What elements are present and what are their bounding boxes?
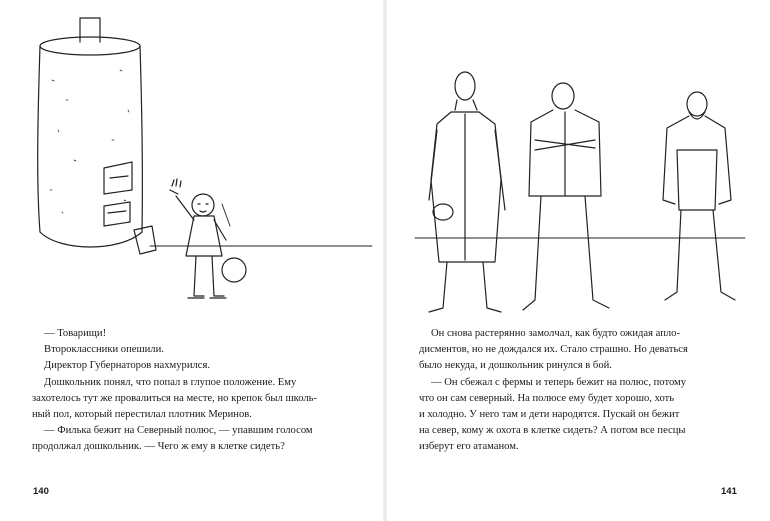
text-line: на север, кому ж охота в клетке сидеть? А потом все песцы xyxy=(419,425,686,437)
text-line: было некуда, и дошкольник ринулся в бой. xyxy=(419,360,612,372)
page-number: 141 xyxy=(721,486,737,497)
left-page-text xyxy=(32,326,350,456)
right-page-text xyxy=(419,326,741,456)
three-men-illustration xyxy=(385,0,770,320)
text-line: захотелось тут же провалиться на месте, но крепок был школь- xyxy=(32,392,318,404)
text-line: продолжал дошкольник. — Чего ж ему в клетке сидеть? xyxy=(32,441,285,453)
right-page xyxy=(385,0,770,521)
text-line: — Он сбежал с фермы и теперь бежит на полюс, потому xyxy=(431,376,687,388)
text-line: что он сам северный. На полюсе ему будет хорошо, хоть xyxy=(419,392,675,404)
text-line: Директор Губернаторов нахмурился. xyxy=(44,360,211,372)
text-line: Второклассники опешили. xyxy=(44,344,164,356)
text-line: — Филька бежит на Северный полюс, — упавшим голосом xyxy=(44,425,313,437)
text-line: изберут его атаманом. xyxy=(419,441,519,453)
text-line: — Товарищи! xyxy=(44,328,107,339)
text-line: Дошкольник понял, что попал в глупое положение. Ему xyxy=(44,376,297,388)
text-line: Он снова растерянно замолчал, как будто ожидая апло- xyxy=(431,328,680,339)
stove-and-boy-illustration xyxy=(0,0,385,320)
text-line: дисментов, но не дождался их. Стало страшно. Но деваться xyxy=(419,344,688,356)
text-line: и холодно. У него там и дети народятся. Пускай он бежит xyxy=(419,409,680,421)
page-number: 140 xyxy=(33,486,49,497)
text-line: ный пол, который перестилал плотник Меринов. xyxy=(32,409,252,421)
